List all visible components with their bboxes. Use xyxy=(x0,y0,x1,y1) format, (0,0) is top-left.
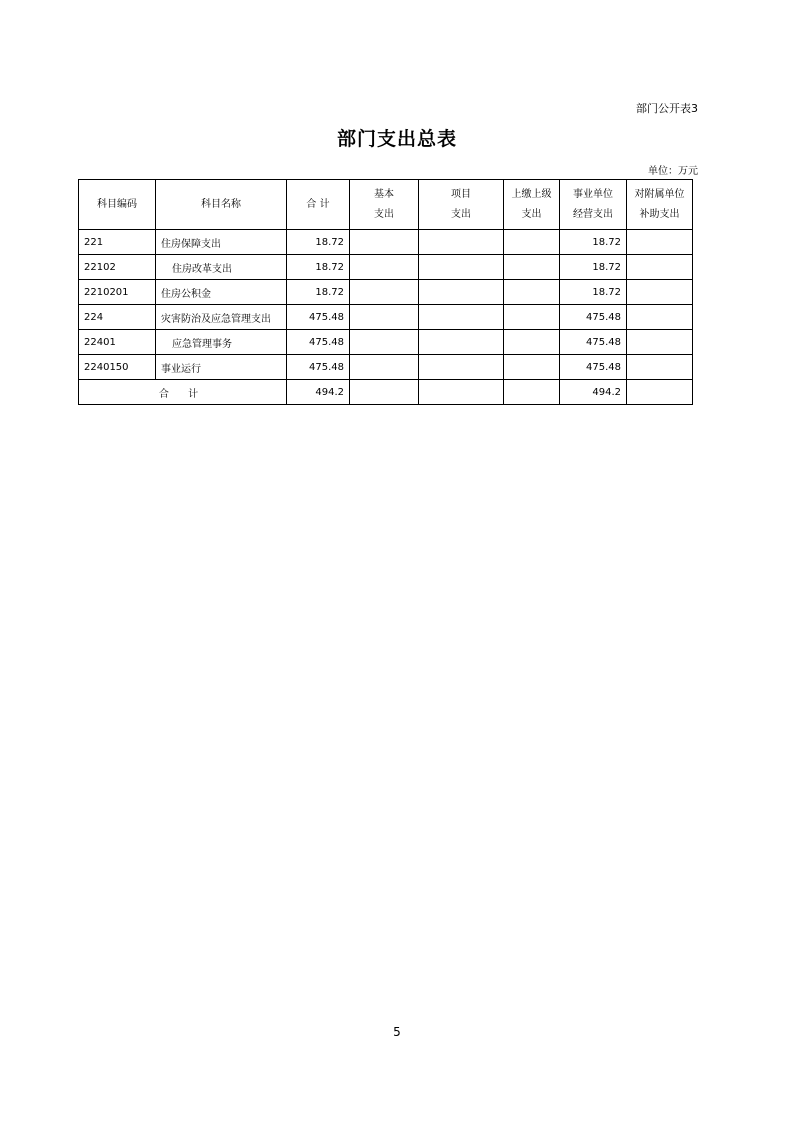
header-basic: 基本 支出 xyxy=(350,180,419,230)
header-business: 事业单位 经营支出 xyxy=(560,180,627,230)
cell-project xyxy=(419,305,504,330)
cell-upper xyxy=(504,280,560,305)
page-title: 部门支出总表 xyxy=(336,128,457,150)
unit-label: 单位：万元 xyxy=(648,166,698,177)
cell-business: 18.72 xyxy=(560,280,627,305)
cell-code: 22401 xyxy=(79,330,156,355)
table-header-row xyxy=(79,180,693,230)
cell-project xyxy=(419,280,504,305)
page-number: 5 xyxy=(393,1025,401,1039)
header-name: 科目名称 xyxy=(156,180,287,230)
cell-code: 22102 xyxy=(79,255,156,280)
cell-total: 475.48 xyxy=(287,330,350,355)
cell-basic xyxy=(350,280,419,305)
cell-name: 应急管理事务 xyxy=(156,330,287,355)
total-row xyxy=(79,380,693,405)
cell-business: 18.72 xyxy=(560,230,627,255)
total-project xyxy=(419,380,504,405)
cell-basic xyxy=(350,305,419,330)
table-row xyxy=(79,255,693,280)
cell-project xyxy=(419,355,504,380)
cell-subsidy xyxy=(627,355,693,380)
cell-total: 475.48 xyxy=(287,305,350,330)
cell-subsidy xyxy=(627,305,693,330)
total-amount: 494.2 xyxy=(287,380,350,405)
header-subsidy: 对附属单位 补助支出 xyxy=(627,180,693,230)
cell-code: 221 xyxy=(79,230,156,255)
cell-basic xyxy=(350,230,419,255)
cell-total: 18.72 xyxy=(287,230,350,255)
cell-subsidy xyxy=(627,230,693,255)
document-label: 部门公开表3 xyxy=(636,102,698,115)
total-upper xyxy=(504,380,560,405)
table-row xyxy=(79,305,693,330)
table-row xyxy=(79,355,693,380)
cell-subsidy xyxy=(627,255,693,280)
cell-subsidy xyxy=(627,330,693,355)
cell-upper xyxy=(504,305,560,330)
expense-summary-table xyxy=(78,179,693,405)
total-subsidy xyxy=(627,380,693,405)
cell-upper xyxy=(504,355,560,380)
cell-name: 事业运行 xyxy=(156,355,287,380)
cell-project xyxy=(419,330,504,355)
total-label: 合 计 xyxy=(79,380,287,405)
header-total: 合 计 xyxy=(287,180,350,230)
cell-code: 2210201 xyxy=(79,280,156,305)
table-row xyxy=(79,280,693,305)
cell-project xyxy=(419,230,504,255)
cell-upper xyxy=(504,230,560,255)
cell-code: 2240150 xyxy=(79,355,156,380)
cell-project xyxy=(419,255,504,280)
cell-business: 18.72 xyxy=(560,255,627,280)
cell-name: 住房保障支出 xyxy=(156,230,287,255)
cell-business: 475.48 xyxy=(560,330,627,355)
cell-name: 住房改革支出 xyxy=(156,255,287,280)
header-upper: 上缴上级 支出 xyxy=(504,180,560,230)
cell-upper xyxy=(504,330,560,355)
cell-total: 18.72 xyxy=(287,255,350,280)
cell-subsidy xyxy=(627,280,693,305)
cell-basic xyxy=(350,330,419,355)
cell-total: 475.48 xyxy=(287,355,350,380)
cell-business: 475.48 xyxy=(560,305,627,330)
cell-upper xyxy=(504,255,560,280)
table-row xyxy=(79,330,693,355)
cell-basic xyxy=(350,355,419,380)
cell-business: 475.48 xyxy=(560,355,627,380)
header-code: 科目编码 xyxy=(79,180,156,230)
header-project: 项目 支出 xyxy=(419,180,504,230)
cell-name: 住房公积金 xyxy=(156,280,287,305)
total-business: 494.2 xyxy=(560,380,627,405)
total-basic xyxy=(350,380,419,405)
cell-code: 224 xyxy=(79,305,156,330)
cell-basic xyxy=(350,255,419,280)
cell-name: 灾害防治及应急管理支出 xyxy=(156,305,287,330)
cell-total: 18.72 xyxy=(287,280,350,305)
table-row xyxy=(79,230,693,255)
